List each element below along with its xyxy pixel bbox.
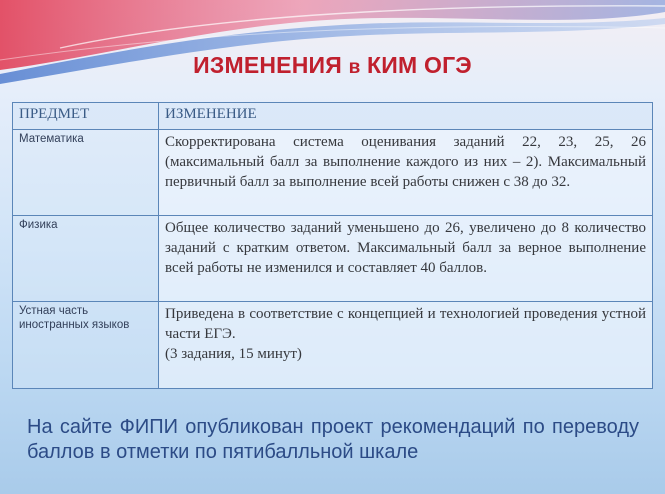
slide-title-part2: в: [348, 57, 361, 78]
footer-note: На сайте ФИПИ опубликован проект рекомендаций по переводу баллов в отметки по пятибалльной шкале: [27, 416, 639, 463]
slide-title: [0, 52, 665, 79]
table-row: [13, 130, 653, 216]
table-row: [13, 216, 653, 302]
subject-cell: Математика: [13, 130, 159, 216]
subject-cell: Физика: [13, 216, 159, 302]
header-change: ИЗМЕНЕНИЕ: [159, 103, 653, 130]
changes-table: [12, 102, 653, 389]
change-cell: [159, 302, 653, 389]
slide-title-part1: ИЗМЕНЕНИЯ: [193, 52, 349, 78]
change-note: (3 задания, 15 минут): [165, 346, 302, 362]
change-text: Приведена в соответствие с концепцией и технологией проведения устной части ЕГЭ.: [165, 306, 646, 342]
change-cell: Общее количество заданий уменьшено до 26, увеличено до 8 количество заданий с кратким ответом. Максимальный балл за верное выполнение всей работы не изменился и составляет 40 баллов.: [159, 216, 653, 302]
table-row: [13, 302, 653, 389]
slide-title-part3: КИМ ОГЭ: [360, 52, 472, 78]
change-cell: Скорректирована система оценивания заданий 22, 23, 25, 26 (максимальный балл за выполнение каждого из них – 2). Максимальный первичный балл за выполнение всей работы снижен с 38 до 32.: [159, 130, 653, 216]
subject-cell: Устная часть иностранных языков: [13, 302, 159, 389]
header-subject: ПРЕДМЕТ: [13, 103, 159, 130]
table-header-row: [13, 103, 653, 130]
